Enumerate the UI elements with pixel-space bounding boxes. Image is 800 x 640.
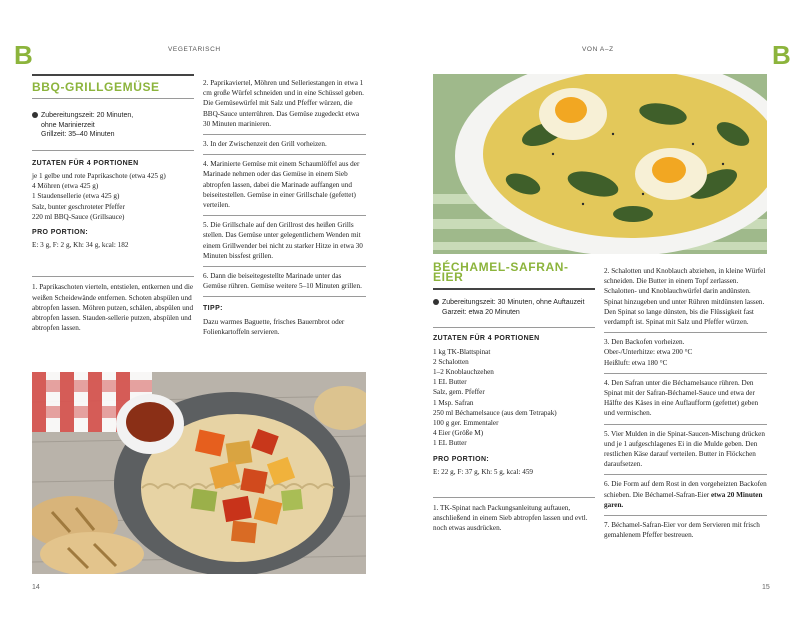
tip-text: Dazu warmes Baguette, frisches Bauernbrot oder Folienkartoffeln servieren. (203, 317, 345, 336)
steps-column (604, 262, 767, 545)
clock-icon (433, 299, 439, 305)
running-head: VON A–Z (582, 46, 614, 53)
divider (433, 327, 595, 328)
tip-heading: TIPP: (203, 305, 223, 313)
portion-values: E: 3 g, F: 2 g, Kh: 34 g, kcal: 182 (32, 241, 129, 250)
step-5: 5. Die Grillschale auf den Grillrost des heißen Grills stellen. Das Gemüse unter gelegentlichem Wenden mit einem Grillwender bei nicht zu starker Hitze in etwa 30 Minuten bissfest grillen. (203, 215, 366, 266)
ingredient-item: je 1 gelbe und rote Paprikaschote (etwa 425 g) (32, 171, 166, 180)
ingredient-item: 4 Eier (Größe M) (433, 429, 484, 438)
title-rule (32, 74, 194, 76)
divider (433, 497, 595, 498)
ingredient-item: Salz, bunter geschroteter Pfeffer (32, 202, 125, 211)
ingredient-item: 1 EL Butter (433, 378, 467, 387)
prep-time: Zubereitungszeit: 20 Minuten, ohne Marinierzeit Grillzeit: 35–40 Minuten (32, 111, 194, 140)
step-4: 4. Den Safran unter die Béchamelsauce rühren. Den Spinat mit der Safran-Béchamel-Sauce und etwa der Hälfte des Käses in eine Auflaufform (gefettet) geben und vermischen. (604, 373, 767, 424)
step-2: 2. Schalotten und Knoblauch abziehen, in kleine Würfel schneiden. Die Butter in einem Topf zerlassen. Schalotten- und Knoblauchwürfel darin andünsten. Spinat hinzugeben und unter Rühren mitdünsten lassen. Den Spinat so lange dünsten, bis die Flüssigkeit fast verdampft ist. Spinat mit Salz und Pfeffer würzen. (604, 267, 766, 327)
tip (203, 296, 366, 342)
step-6: 6. Dann die beiseitegestellte Marinade unter das Gemüse rühren. Gemüse weitere 5–10 Minuten grillen. (203, 266, 366, 296)
grilled-vegetables-photo (32, 372, 366, 574)
ingredient-item: 250 ml Béchamelsauce (aus dem Tetrapak) (433, 408, 557, 417)
ingredient-item: 1 EL Butter (433, 439, 467, 448)
portion-values: E: 22 g, F: 37 g, Kh: 5 g, kcal: 459 (433, 467, 534, 476)
title-rule (433, 288, 595, 290)
ingredient-item: Salz, gem. Pfeffer (433, 388, 485, 397)
portion-heading: PRO PORTION: (433, 455, 490, 463)
divider (32, 276, 194, 277)
cooking-time-highlight: etwa 20 Minuten garen. (604, 490, 763, 509)
ingredient-item: 1 Msp. Safran (433, 398, 474, 407)
right-page (400, 0, 800, 640)
recipe-info-column (433, 262, 595, 534)
portion-heading: PRO PORTION: (32, 228, 89, 236)
prep-time: Zubereitungszeit: 30 Minuten, ohne Auftauzeit Garzeit: etwa 20 Minuten (433, 298, 595, 317)
ingredients-heading: ZUTATEN FÜR 4 PORTIONEN (32, 159, 139, 167)
ingredient-item: 1 kg TK-Blattspinat (433, 347, 491, 356)
ingredient-item: 2 Schalotten (433, 357, 469, 366)
ingredients-list (32, 171, 194, 222)
steps-column (203, 74, 366, 342)
bechamel-eggs-photo (433, 74, 767, 254)
step-3: 3. In der Zwischenzeit den Grill vorheizen. (203, 134, 366, 154)
section-letter: B (14, 40, 33, 70)
bechamel-eggs-illustration (433, 74, 767, 254)
divider (32, 150, 194, 151)
step-2: 2. Paprikaviertel, Möhren und Selleriestangen in etwa 1 cm große Würfel schneiden und in eine Schüssel geben. Die Gemüsewürfel mit Salz und Pfeffer würzen, die BBQ-Sauce unterrühren. Das Gemüse zugedeckt etwa 30 Minuten marinieren. (203, 79, 364, 128)
step-3: 3. Den Backofen vorheizen. Ober-/Unterhitze: etwa 200 °C Heißluft: etwa 180 °C (604, 332, 767, 373)
running-head: VEGETARISCH (168, 46, 221, 53)
divider (32, 98, 194, 99)
step-1: 1. TK-Spinat nach Packungsanleitung auftauen, anschließend in einem Sieb abtropfen lassen und evtl. noch etwas ausdrücken. (433, 504, 588, 533)
clock-icon (32, 112, 38, 118)
step-1: 1. Paprikaschoten vierteln, entstielen, entkernen und die weißen Scheidewände entfernen. Schoten abspülen und abtropfen lassen. Möhren putzen, schälen, abspülen und abtropfen lassen. Stauden-sellerie putzen, abspülen und abtropfen lassen. (32, 283, 194, 333)
ingredient-item: 220 ml BBQ-Sauce (Grillsauce) (32, 212, 125, 221)
ingredients-list (433, 347, 595, 449)
page-number: 15 (762, 584, 770, 591)
recipe-info-column (32, 74, 194, 333)
step-7: 7. Béchamel-Safran-Eier vor dem Servieren mit frisch gemahlenem Pfeffer bestreuen. (604, 515, 767, 545)
step-5: 5. Vier Mulden in die Spinat-Saucen-Mischung drücken und je 1 aufgeschlagenes Ei in die Mulde geben. Den restlichen Käse darauf verteilen. Butter in Flöckchen daraufsetzen. (604, 424, 767, 475)
ingredient-item: 1–2 Knoblauchzehen (433, 368, 494, 377)
ingredient-item: 4 Möhren (etwa 425 g) (32, 182, 99, 191)
ingredients-heading: ZUTATEN FÜR 4 PORTIONEN (433, 335, 540, 343)
step-6: 6. Die Form auf dem Rost in den vorgeheizten Backofen schieben. Die Béchamel-Safran-Eier etwa 20 Minuten garen. (604, 474, 767, 515)
page-number: 14 (32, 584, 40, 591)
grilled-vegetables-illustration (32, 372, 366, 574)
ingredient-item: 1 Staudensellerie (etwa 425 g) (32, 192, 120, 201)
recipe-title: BÉCHAMEL-SAFRAN-EIER (433, 260, 569, 285)
section-letter: B (772, 40, 791, 70)
ingredient-item: 100 g ger. Emmentaler (433, 419, 499, 428)
step-4: 4. Marinierte Gemüse mit einem Schaumlöffel aus der Marinade nehmen oder das Gemüse in einem Sieb abtropfen lassen, dabei die Marinade auffangen und beiseitestellen. Gemüse in einer Grillschale (gefettet) verteilen. (203, 154, 366, 215)
recipe-title: BBQ-GRILLGEMÜSE (32, 80, 160, 94)
